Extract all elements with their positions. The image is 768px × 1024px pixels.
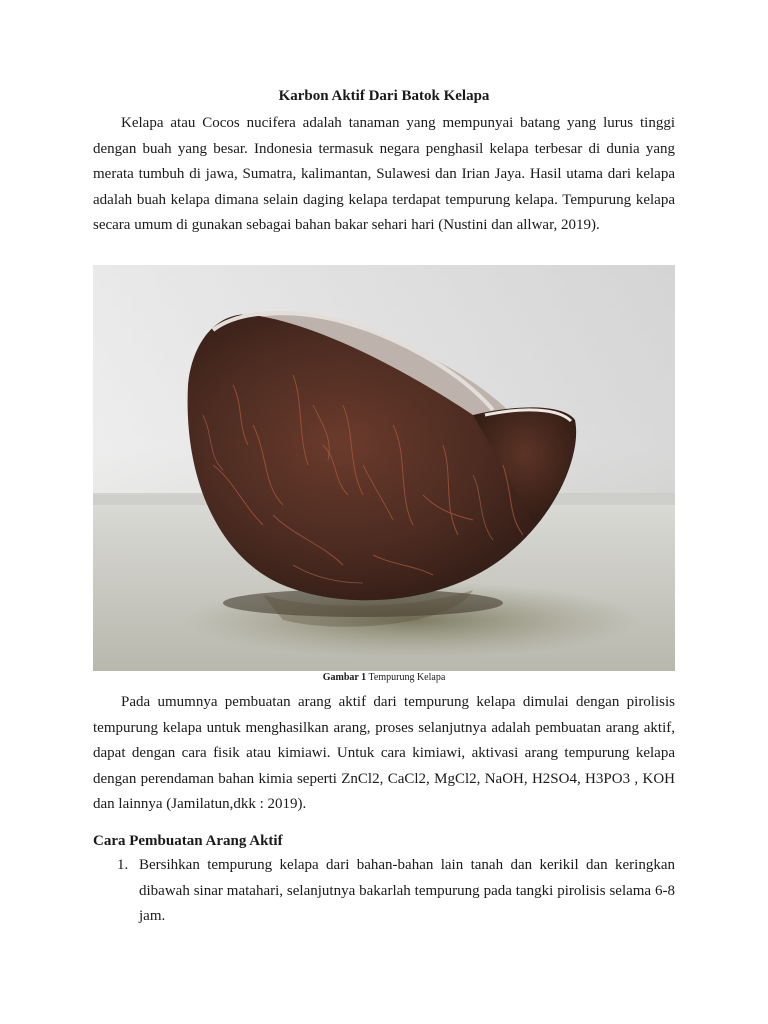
process-paragraph: Pada umumnya pembuatan arang aktif dari tempurung kelapa dimulai dengan pirolisis tempurung kelapa untuk menghasilkan arang, proses selanjutnya adalah pembuatan arang aktif, dapat dengan cara fisik atau kimiawi. Untuk cara kimiawi, aktivasi arang tempurung kelapa dengan perendaman bahan kimia seperti ZnCl2, CaCl2, MgCl2, NaOH, H2SO4, H3PO3 , KOH dan lainnya (Jamilatun,dkk : 2019). (93, 694, 675, 812)
intro-paragraph: Kelapa atau Cocos nucifera adalah tanaman yang mempunyai batang yang lurus tinggi dengan buah yang besar. Indonesia termasuk negara penghasil kelapa terbesar di dunia yang merata tumbuh di jawa, Sumatra, kalimantan, Sulawesi dan Irian Jaya. Hasil utama dari kelapa adalah buah kelapa dimana selain daging kelapa terdapat tempurung kelapa. Tempurung kelapa secara umum di gunakan sebagai bahan bakar sehari hari (Nustini dan allwar, 2019). (93, 115, 675, 233)
coconut-shell-photo (93, 265, 675, 671)
steps-list (93, 853, 675, 930)
document-title: Karbon Aktif Dari Batok Kelapa (278, 88, 490, 104)
list-item (93, 853, 675, 930)
figure-caption-text: Tempurung Kelapa (366, 672, 446, 683)
section-heading: Cara Pembuatan Arang Aktif (93, 833, 283, 849)
figure-caption-label: Gambar 1 (322, 672, 367, 683)
list-item-number: 1. (117, 857, 129, 873)
figure-caption (93, 671, 675, 685)
list-item-text: Bersihkan tempurung kelapa dari bahan-bahan lain tanah dan kerikil dan keringkan dibawah sinar matahari, selanjutnya bakarlah tempurung pada tangki pirolisis selama 6-8 jam. (139, 857, 675, 924)
